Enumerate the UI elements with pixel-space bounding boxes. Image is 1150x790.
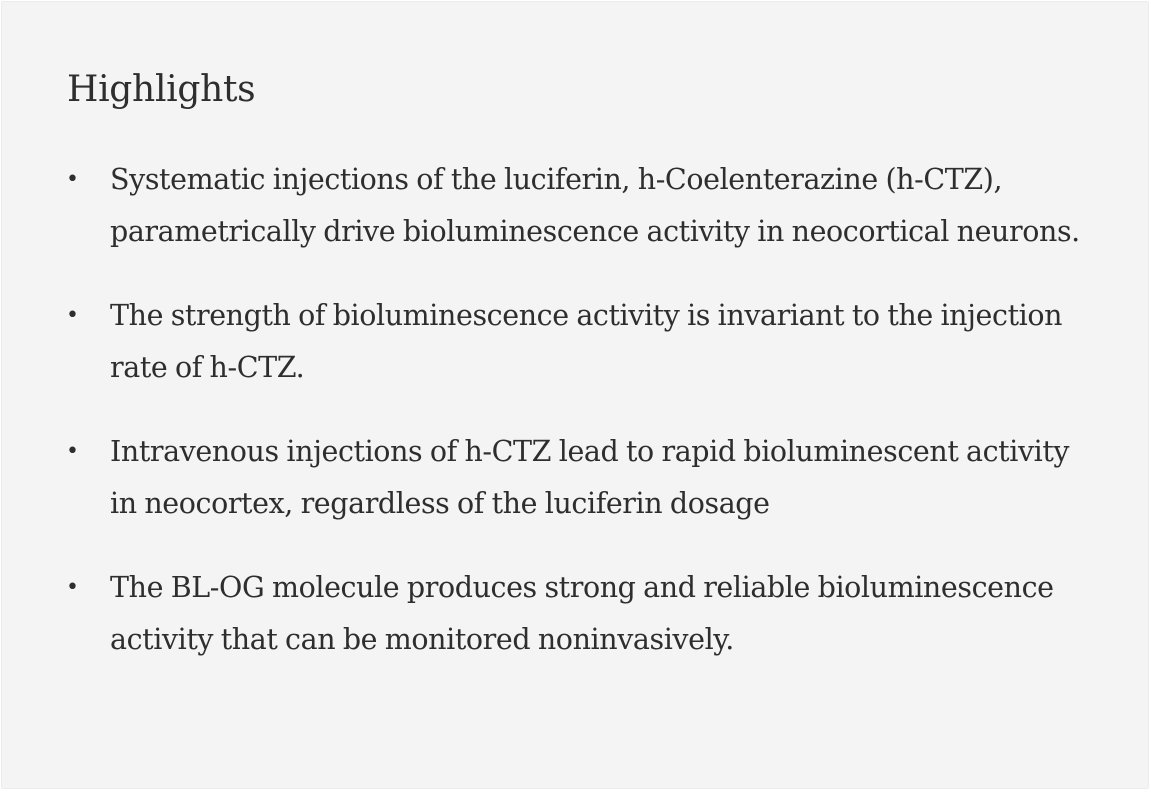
list-item-text: Systematic injections of the luciferin, h-Coelenterazine (h-CTZ), parametrically drive bioluminescence activity in neocortical neurons.: [110, 163, 1080, 248]
list-item: [2, 154, 1150, 258]
bullet-icon: •: [66, 167, 79, 192]
highlights-panel: [1, 1, 1149, 789]
section-title: Highlights: [67, 69, 256, 110]
list-item: [2, 290, 1150, 394]
highlights-list: [2, 154, 1150, 698]
bullet-icon: •: [66, 439, 79, 464]
list-item-text: The strength of bioluminescence activity is invariant to the injection rate of h-CTZ.: [110, 299, 1063, 384]
list-item: [2, 562, 1150, 666]
bullet-icon: •: [66, 303, 79, 328]
list-item-text: The BL-OG molecule produces strong and reliable bioluminescence activity that can be monitored noninvasively.: [110, 571, 1054, 656]
bullet-icon: •: [66, 575, 79, 600]
list-item: [2, 426, 1150, 530]
list-item-text: Intravenous injections of h-CTZ lead to rapid bioluminescent activity in neocortex, regardless of the luciferin dosage: [110, 435, 1070, 520]
